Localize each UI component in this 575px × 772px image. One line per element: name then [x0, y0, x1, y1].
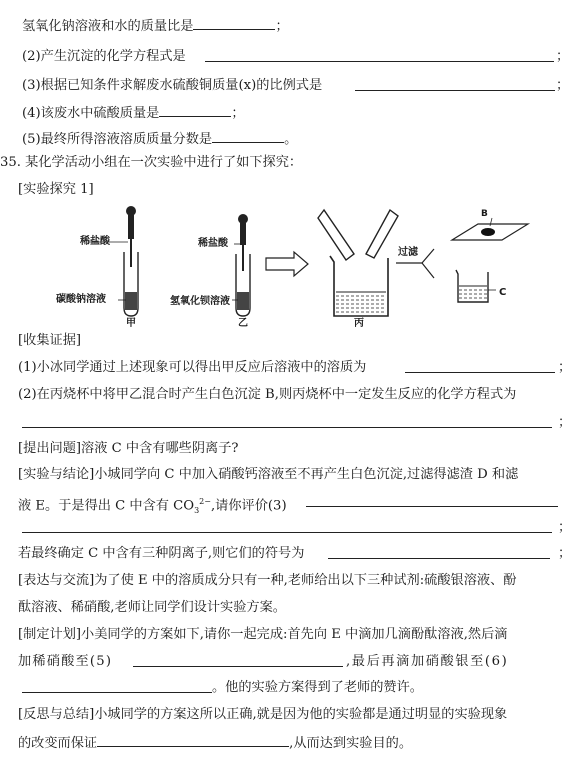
- beaker-c: [456, 270, 496, 302]
- semicolon: ；: [556, 78, 570, 93]
- answer-blank[interactable]: [133, 666, 343, 667]
- three-anions: 若最终确定 C 中含有三种阴离子,则它们的符号为: [18, 546, 305, 561]
- answer-blank[interactable]: [355, 90, 555, 91]
- semicolon: ；: [558, 520, 572, 535]
- semicolon: ；: [558, 415, 572, 430]
- q1-tail: 氢氧化钠溶液和水的质量比是 ；: [22, 19, 289, 34]
- semicolon: ；: [558, 546, 572, 561]
- filter-paper: [452, 218, 528, 240]
- q3: (3)根据已知条件求解废水硫酸铜质量(x)的比例式是: [22, 78, 323, 93]
- label-barium-hydroxide: 氢氧化钡溶液: [170, 296, 230, 307]
- inquiry-1-heading: [实验探究 1]: [18, 182, 94, 197]
- collect-evidence-heading: [收集证据]: [18, 333, 82, 348]
- answer-blank[interactable]: [405, 372, 555, 373]
- answer-blank[interactable]: [22, 532, 552, 533]
- ce2: (2)在丙烧杯中将甲乙混合时产生白色沉淀 B,则丙烧杯中一定发生反应的化学方程式为: [18, 387, 517, 402]
- answer-blank[interactable]: [97, 734, 289, 747]
- express-2: 酞溶液、稀硝酸,老师让同学们设计实验方案。: [18, 600, 286, 615]
- exp-conclusion-1: [实验与结论]小城同学向 C 中加入硝酸钙溶液至不再产生白色沉淀,过滤得滤渣 D 和滤: [18, 467, 519, 482]
- test-tube-yi: [232, 214, 250, 316]
- answer-blank[interactable]: [22, 427, 552, 428]
- experiment-diagram: [0, 196, 575, 332]
- q2: (2)产生沉淀的化学方程式是: [22, 49, 186, 64]
- q5: (5)最终所得溶液溶质质量分数是 。: [22, 132, 298, 147]
- label-yi: 乙: [238, 318, 248, 329]
- q4: (4)该废水中硫酸质量是 ；: [22, 106, 245, 121]
- label-c: C: [499, 287, 507, 298]
- semicolon: ；: [558, 360, 572, 375]
- reflect-2: 的改变而保证 ,从而达到实验目的。: [18, 736, 413, 751]
- label-dilute-hcl-2: 稀盐酸: [198, 238, 228, 249]
- plan-2: 加稀硝酸至(5): [18, 654, 113, 669]
- label-filter: 过滤: [398, 247, 418, 258]
- label-sodium-carbonate: 碳酸钠溶液: [56, 294, 106, 305]
- ce1: (1)小冰同学通过上述现象可以得出甲反应后溶液中的溶质为: [18, 360, 367, 375]
- answer-blank[interactable]: [328, 558, 550, 559]
- beaker-bing: [318, 210, 398, 316]
- plan-2b: ,最后再滴加硝酸银至(6): [346, 654, 509, 669]
- answer-blank[interactable]: [22, 692, 212, 693]
- label-b: B: [481, 209, 488, 219]
- semicolon: ；: [556, 49, 570, 64]
- label-bing: 丙: [354, 318, 364, 329]
- answer-blank[interactable]: [212, 130, 284, 143]
- express-1: [表达与交流]为了使 E 中的溶质成分只有一种,老师给出以下三种试剂:硫酸银溶液、酚: [18, 573, 517, 588]
- label-dilute-hcl-1: 稀盐酸: [80, 236, 110, 247]
- reflect-1: [反思与总结]小城同学的方案这所以正确,就是因为他的实验都是通过明显的实验现象: [18, 707, 508, 722]
- label-jia: 甲: [126, 318, 136, 329]
- plan-3: 。他的实验方案得到了老师的赞许。: [212, 680, 423, 695]
- answer-blank[interactable]: [193, 17, 275, 30]
- answer-blank[interactable]: [205, 61, 554, 62]
- plan-1: [制定计划]小美同学的方案如下,请你一起完成:首先向 E 中滴加几滴酚酞溶液,然后滴: [18, 627, 508, 642]
- answer-blank[interactable]: [159, 104, 231, 117]
- q35-title: 35. 某化学活动小组在一次实验中进行了如下探究：: [0, 155, 303, 170]
- arrow-right-icon: [266, 252, 308, 276]
- raise-question: [提出问题]溶液 C 中含有哪些阴离子?: [18, 441, 239, 456]
- exp-conclusion-2: 液 E。于是得出 C 中含有 $CO_3^{2-}$,请你评价(3): [18, 497, 287, 516]
- answer-blank[interactable]: [306, 506, 558, 507]
